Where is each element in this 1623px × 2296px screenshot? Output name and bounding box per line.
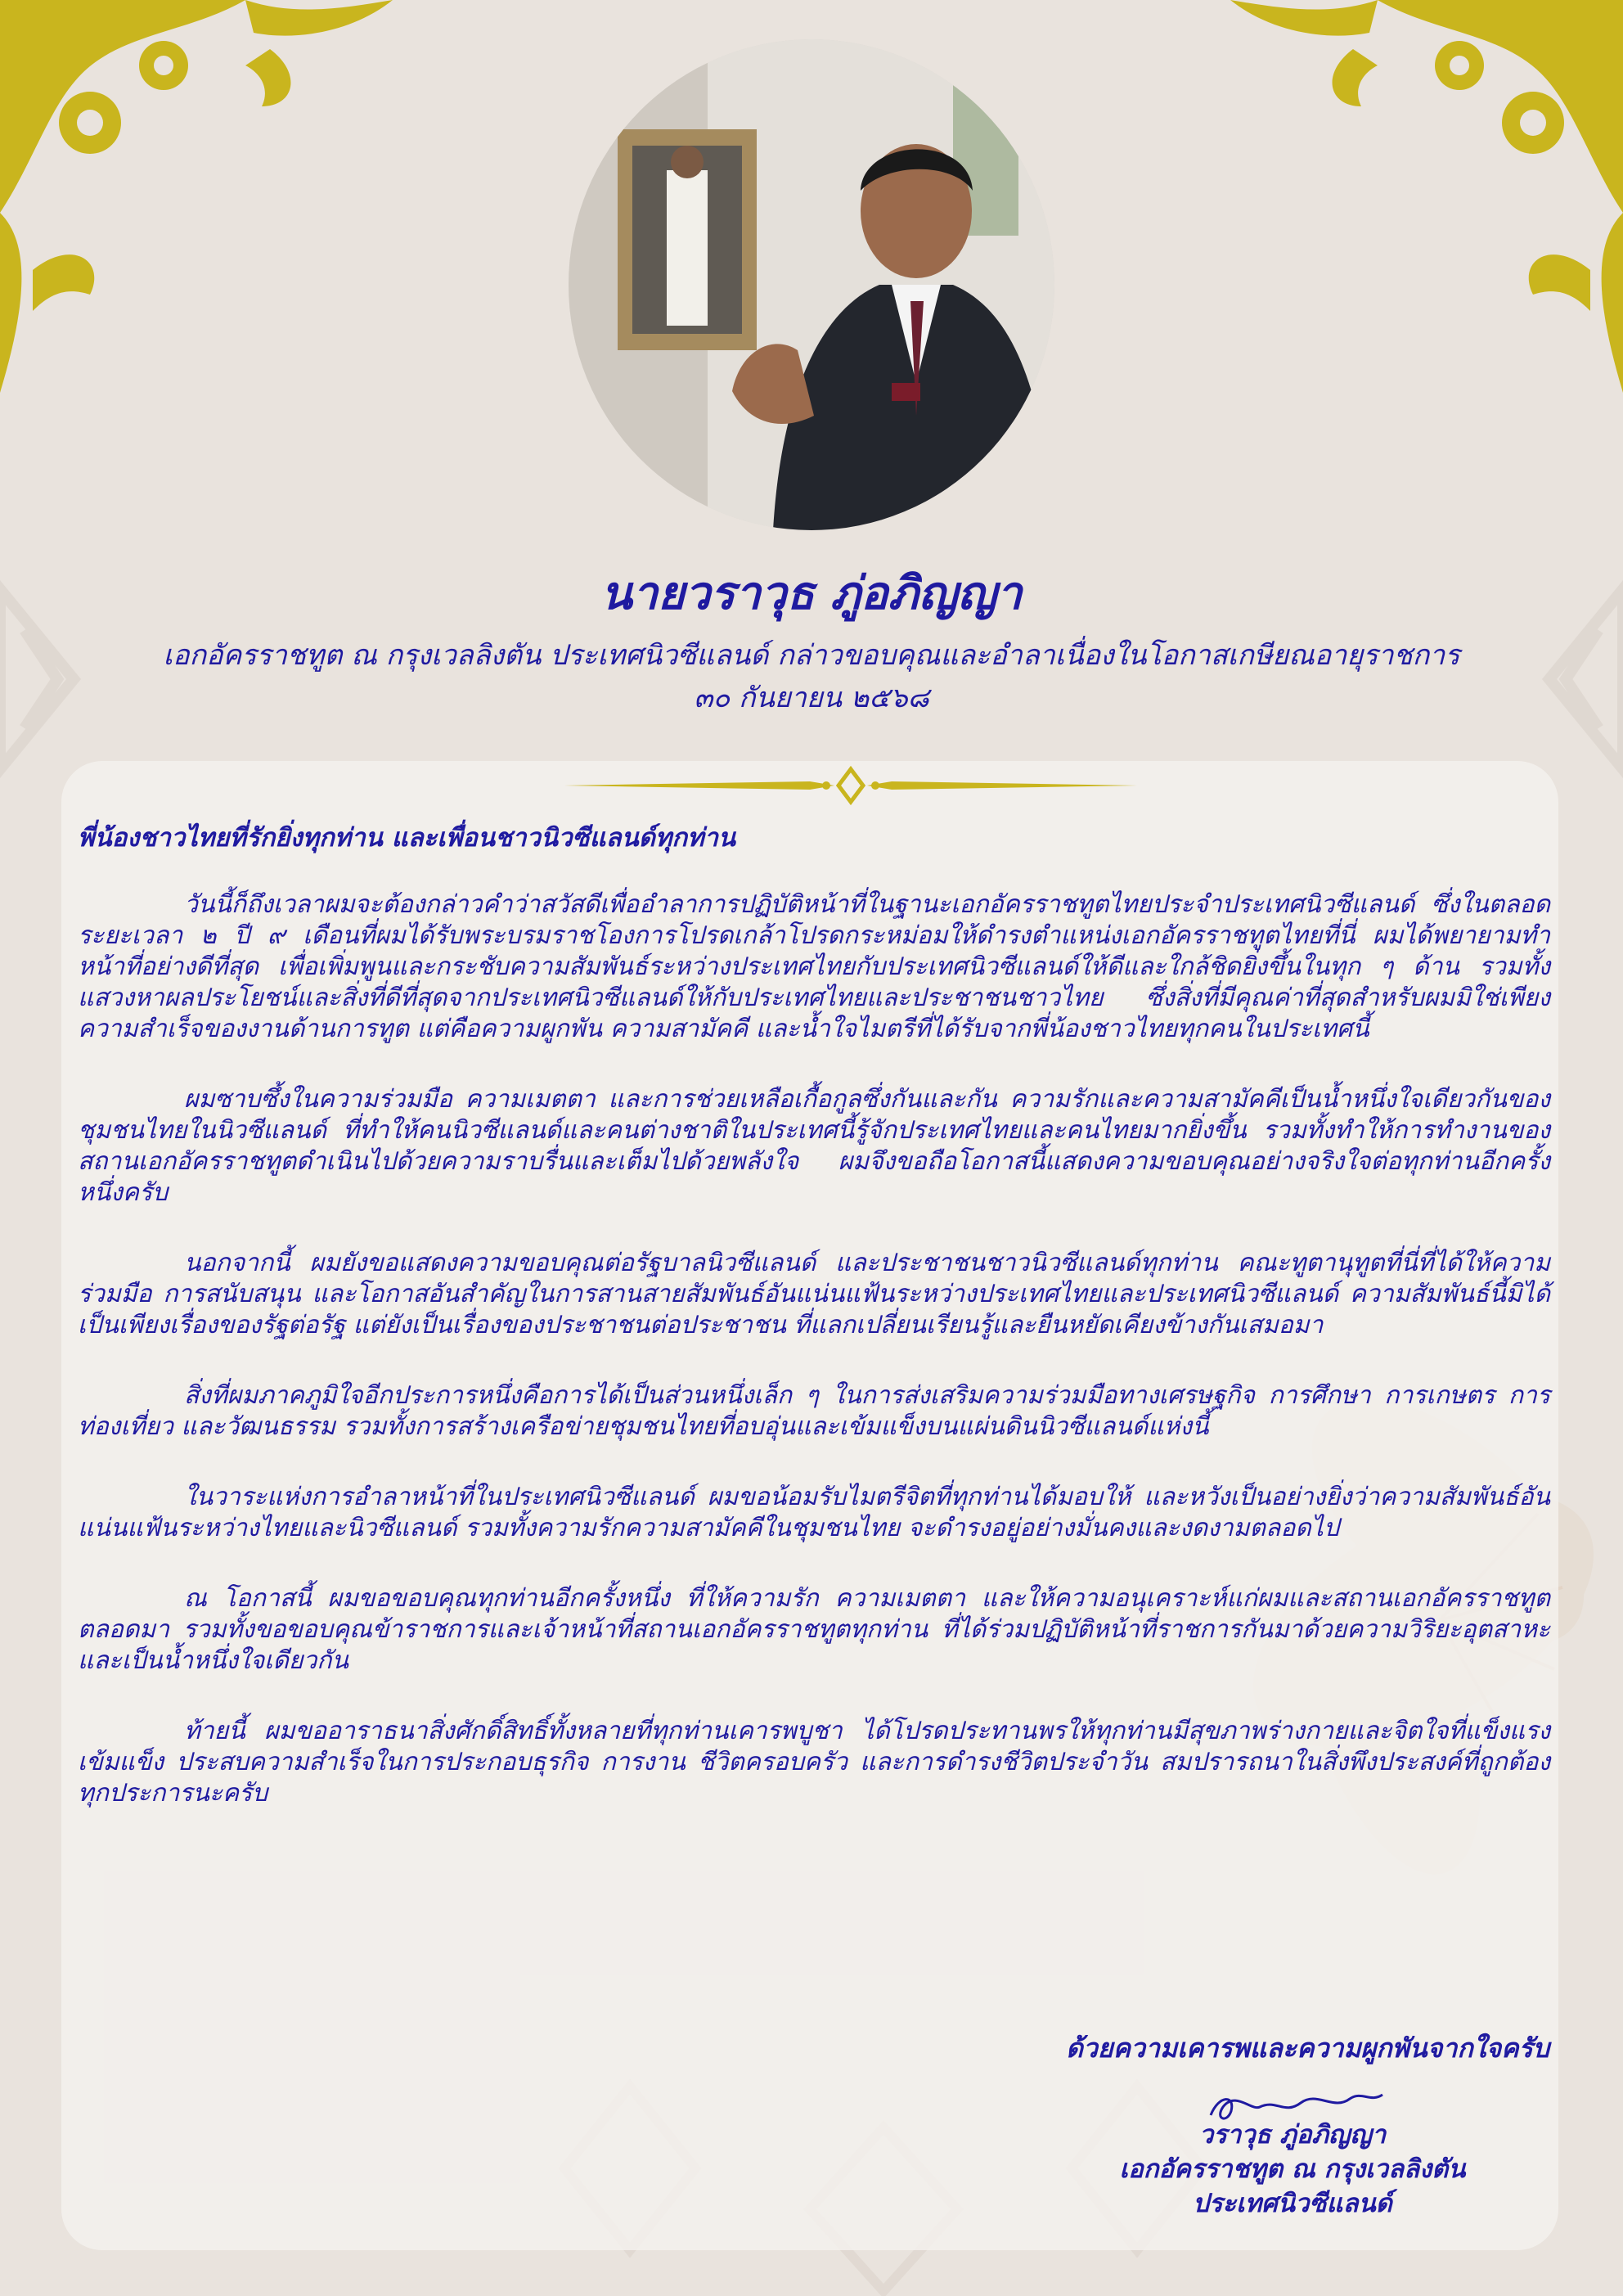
letter-body — [78, 822, 1550, 1848]
ambassador-name: นายวราวุธ ภู่อภิญญา — [600, 566, 1023, 620]
gold-divider-ornament — [564, 765, 1137, 806]
letter-paragraph: ณ โอกาสนี้ ผมขอขอบคุณทุกท่านอีกครั้งหนึ่ง ที่ให้ความรัก ความเมตตา และให้ความอนุเคราะห์แก่ผมและสถานเอกอัครราชทูตตลอดมา รวมทั้งขอขอบคุณข้าราชการและเจ้าหน้าที่สถานเอกอัครราชทูตทุกท่าน ที่ได้ร่วมปฏิบัติหน้าที่ราชการกันมาด้วยความวิริยะอุตสาหะ และเป็นน้ำหนึ่งใจเดียวกัน — [78, 1584, 1550, 1675]
letter-paragraph: ท้ายนี้ ผมขออาราธนาสิ่งศักดิ์สิทธิ์ทั้งหลายที่ทุกท่านเคารพบูชา ได้โปรดประทานพรให้ทุกท่านมีสุขภาพร่างกายและจิตใจที่แข็งแรงเข้มแข็ง ประสบความสำเร็จในการประกอบธุรกิจ การงาน ชีวิตครอบครัว และการดำรงชีวิตประจำวัน สมปรารถนาในสิ่งพึงประสงค์ที่ถูกต้องทุกประการนะครับ — [78, 1717, 1550, 1808]
signatory-title: เอกอัครราชทูต ณ กรุงเวลลิงตัน — [1119, 2154, 1466, 2184]
ambassador-portrait-photo — [569, 39, 1054, 530]
signature-block — [1063, 2118, 1522, 2221]
letter-paragraph: นอกจากนี้ ผมยังขอแสดงความขอบคุณต่อรัฐบาลนิวซีแลนด์ และประชาชนชาวนิวซีแลนด์ทุกท่าน คณะทูตานุทูตที่นี่ที่ได้ให้ความร่วมมือ การสนับสนุน และโอกาสอันสำคัญในการสานสายสัมพันธ์อันแน่นแฟ้นระหว่างประเทศไทยและประเทศนิวซีแลนด์ ความสัมพันธ์นี้มิได้เป็นเพียงเรื่องของรัฐต่อรัฐ แต่ยังเป็นเรื่องของประชาชนต่อประชาชน ที่แลกเปลี่ยนเรียนรู้และยืนหยัดเคียงข้างกันเสมอมา — [78, 1249, 1550, 1339]
letter-paragraph: สิ่งที่ผมภาคภูมิใจอีกประการหนึ่งคือการได้เป็นส่วนหนึ่งเล็ก ๆ ในการส่งเสริมความร่วมมือทางเศรษฐกิจ การศึกษา การเกษตร การท่องเที่ยว และวัฒนธรรม รวมทั้งการสร้างเครือข่ายชุมชนไทยที่อบอุ่นและเข้มแข็งบนแผ่นดินนิวซีแลนด์แห่งนี้ — [78, 1381, 1550, 1441]
signatory-country: ประเทศนิวซีแลนด์ — [1193, 2189, 1392, 2218]
subtitle-text: เอกอัครราชทูต ณ กรุงเวลลิงตัน ประเทศนิวซีแลนด์ กล่าวขอบคุณและอำลาเนื่องในโอกาสเกษียณอายุราชการ — [163, 639, 1460, 672]
letter-paragraph: ในวาระแห่งการอำลาหน้าที่ในประเทศนิวซีแลนด์ ผมขอน้อมรับไมตรีจิตที่ทุกท่านได้มอบให้ และหวังเป็นอย่างยิ่งว่าความสัมพันธ์อันแน่นแฟ้นระหว่างไทยและนิวซีแลนด์ รวมทั้งความรักความสามัคคีในชุมชนไทย จะดำรงอยู่อย่างมั่นคงและงดงามตลอดไป — [78, 1483, 1550, 1542]
header-subtitle — [98, 634, 1525, 719]
signatory-name: วราวุธ ภู่อภิญญา — [1198, 2120, 1387, 2150]
subtitle-date: ๓๐ กันยายน ๒๕๖๘ — [694, 682, 929, 714]
gold-corner-ornament-left — [0, 0, 401, 393]
letter-salutation: พี่น้องชาวไทยที่รักยิ่งทุกท่าน และเพื่อนชาวนิวซีแลนด์ทุกท่าน — [78, 823, 736, 853]
letter-closing: ด้วยความเคารพและความผูกพันจากใจครับ — [1066, 2033, 1549, 2064]
letter-paragraph: วันนี้ก็ถึงเวลาผมจะต้องกล่าวคำว่าสวัสดีเพื่ออำลาการปฏิบัติหน้าที่ในฐานะเอกอัครราชทูตไทยประจำประเทศนิวซีแลนด์ ซึ่งในตลอดระยะเวลา ๒ ปี ๙ เดือนที่ผมได้รับพระบรมราชโองการโปรดเกล้าโปรดกระหม่อมให้ดำรงตำแหน่งเอกอัครราชทูตไทยที่นี่ ผมได้พยายามทำหน้าที่อย่างดีที่สุด เพื่อเพิ่มพูนและกระชับความสัมพันธ์ระหว่างประเทศไทยกับประเทศนิวซีแลนด์ให้ดีและใกล้ชิดยิ่งขึ้นในทุก ๆ ด้าน รวมทั้งแสวงหาผลประโยชน์และสิ่งที่ดีที่สุดจากประเทศนิวซีแลนด์ให้กับประเทศไทยและประชาชนชาวไทย ซึ่งสิ่งที่มีคุณค่าที่สุดสำหรับผมมิใช่เพียงความสำเร็จของงานด้านการทูต แต่คือความผูกพัน ความสามัคคี และน้ำใจไมตรีที่ได้รับจากพี่น้องชาวไทยทุกคนในประเทศนี้ — [78, 890, 1550, 1043]
letter-paragraph: ผมซาบซึ้งในความร่วมมือ ความเมตตา และการช่วยเหลือเกื้อกูลซึ่งกันและกัน ความรักและความสามัคคีเป็นน้ำหนึ่งใจเดียวกันของชุมชนไทยในนิวซีแลนด์ ที่ทำให้คนนิวซีแลนด์และคนต่างชาติในประเทศนี้รู้จักประเทศไทยและคนไทยมากยิ่งขึ้น รวมทั้งทำให้การทำงานของสถานเอกอัครราชทูตดำเนินไปด้วยความราบรื่นและเต็มไปด้วยพลังใจ ผมจึงขอถือโอกาสนี้แสดงความขอบคุณอย่างจริงใจต่อทุกท่านอีกครั้งหนึ่งครับ — [78, 1085, 1550, 1207]
gold-corner-ornament-right — [1222, 0, 1623, 393]
